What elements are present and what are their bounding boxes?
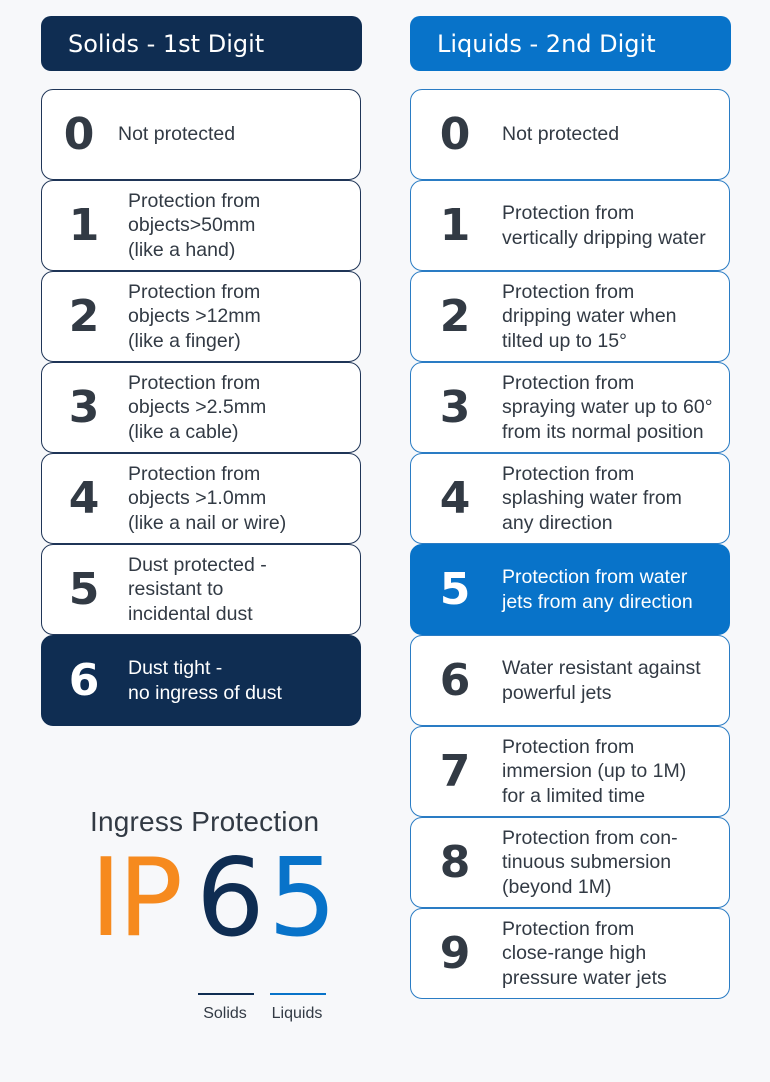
solid-digit-underline: [198, 993, 254, 995]
liquids-digit: 5: [439, 564, 471, 615]
liquids-digit: 1: [439, 200, 471, 251]
solids-level-5: [41, 544, 361, 635]
liquids-level-2: [410, 271, 730, 362]
liquids-column: [410, 16, 730, 999]
liquid-digit-underline: [270, 993, 326, 995]
ip-rating-code: [90, 836, 340, 1022]
liquids-header: Liquids - 2nd Digit: [410, 16, 731, 71]
liquids-description: Protection from immersion (up to 1M) for a limited time: [502, 735, 687, 807]
ip-prefix: IP: [90, 836, 179, 961]
liquids-description: Protection from close-range high pressure water jets: [502, 917, 667, 989]
solids-description: Not protected: [118, 123, 236, 146]
liquids-digit: 4: [439, 473, 471, 524]
solids-digit: 2: [68, 291, 100, 342]
ip-rating-block: [90, 806, 340, 1022]
liquids-description: Protection from dripping water when tilted up to 15°: [502, 280, 677, 352]
liquids-description: Protection from con- tinuous submersion (beyond 1M): [502, 826, 678, 898]
solids-header: Solids - 1st Digit: [41, 16, 362, 71]
liquids-description: Water resistant against powerful jets: [502, 657, 701, 704]
solids-description: Protection from objects >2.5mm (like a cable): [128, 371, 267, 443]
solids-digit: 5: [68, 564, 100, 615]
ip-liquid-digit: 5: [268, 836, 337, 961]
solid-digit-caption: Solids: [203, 1005, 247, 1022]
liquids-level-9: [410, 908, 730, 999]
liquids-description: Protection from spraying water up to 60° from its normal position: [502, 371, 713, 443]
liquids-level-6: [410, 635, 730, 726]
liquids-level-0: [410, 89, 730, 180]
liquids-description: Protection from splashing water from any direction: [502, 462, 682, 534]
solids-digit: 4: [68, 473, 100, 524]
liquids-digit: 9: [439, 928, 471, 979]
solids-level-4: [41, 453, 361, 544]
ip-rating-title: Ingress Protection: [90, 806, 320, 837]
ip-solid-digit: 6: [196, 836, 265, 961]
solids-level-1: [41, 180, 361, 271]
solids-digit: 1: [68, 200, 100, 251]
solids-column: [41, 16, 361, 726]
solids-level-0: [41, 89, 361, 180]
liquids-description: Protection from vertically dripping water: [502, 202, 706, 249]
liquids-description: Not protected: [502, 123, 620, 146]
solids-description: Protection from objects >1.0mm (like a nail or wire): [128, 462, 287, 534]
liquids-description: Protection from water jets from any direction: [502, 566, 693, 613]
solids-description: Dust tight - no ingress of dust: [128, 657, 282, 704]
liquids-level-1: [410, 180, 730, 271]
solids-digit: 3: [68, 382, 100, 433]
solids-description: Protection from objects >12mm (like a finger): [128, 280, 261, 352]
liquids-digit: 0: [439, 109, 471, 160]
liquids-digit: 6: [439, 655, 471, 706]
solids-description: Dust protected - resistant to incidental dust: [128, 553, 267, 625]
liquids-digit: 2: [439, 291, 471, 342]
solids-description: Protection from objects>50mm (like a hand): [128, 189, 261, 261]
solids-level-6: [41, 635, 361, 726]
liquids-level-7: [410, 726, 730, 817]
liquid-digit-caption: Liquids: [271, 1005, 323, 1022]
liquids-level-3: [410, 362, 730, 453]
solids-level-2: [41, 271, 361, 362]
liquids-level-4: [410, 453, 730, 544]
solids-digit: 6: [68, 655, 100, 706]
liquids-digit: 8: [439, 837, 471, 888]
liquids-level-5: [410, 544, 730, 635]
liquids-digit: 3: [439, 382, 471, 433]
liquids-digit: 7: [439, 746, 471, 797]
solids-digit: 0: [63, 109, 95, 160]
solids-level-3: [41, 362, 361, 453]
liquids-level-8: [410, 817, 730, 908]
